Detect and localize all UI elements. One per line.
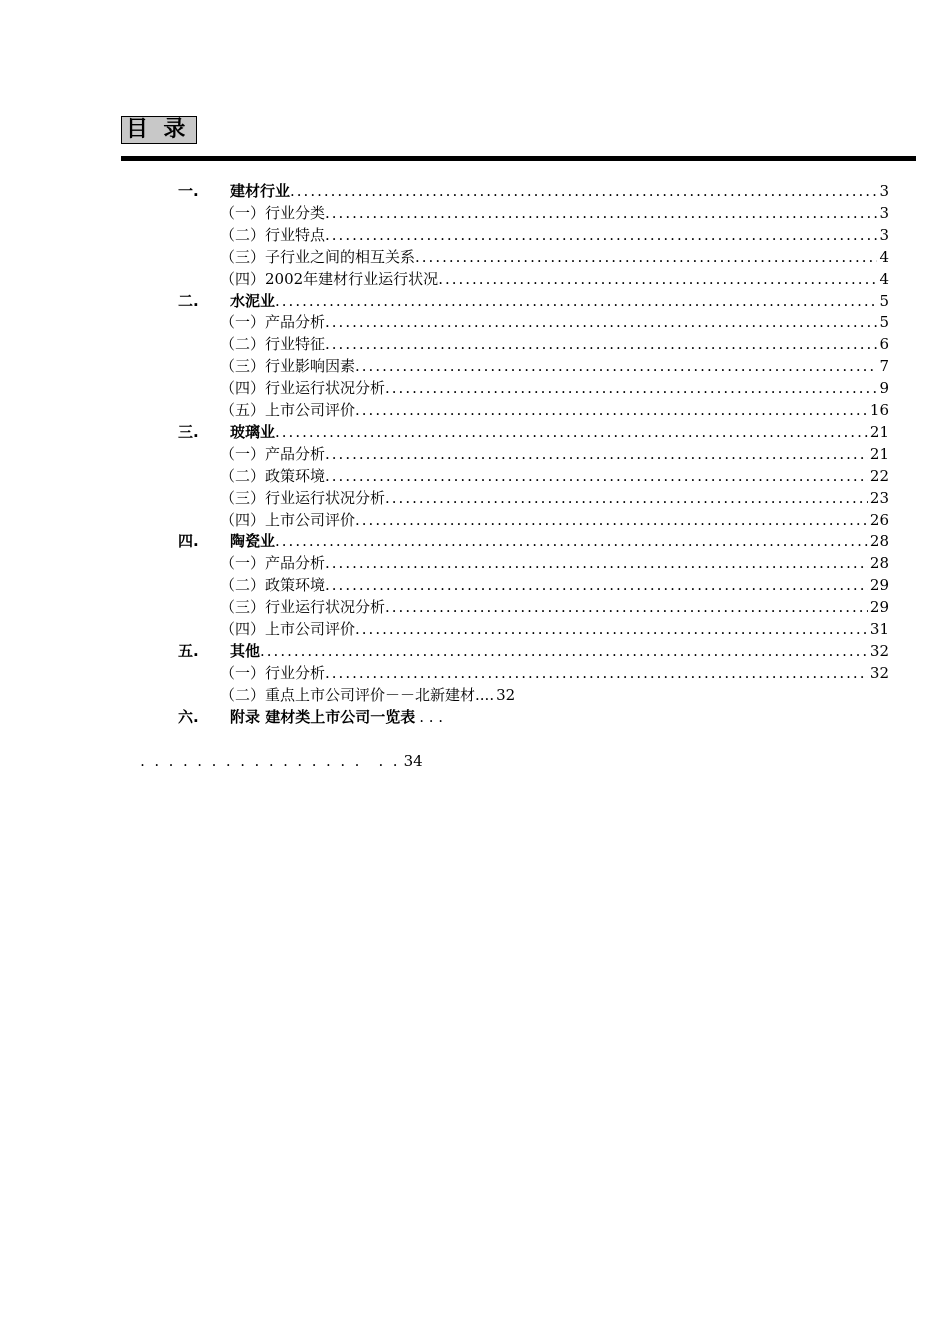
toc-leader-dots xyxy=(325,202,877,224)
toc-leader-dots xyxy=(385,596,868,618)
toc-section-entry[interactable] xyxy=(220,596,889,618)
toc-entry-page: 4 xyxy=(879,247,889,266)
toc-entry-number: 三. xyxy=(178,422,199,441)
toc-section-entry[interactable] xyxy=(220,355,889,377)
toc-section-entry[interactable] xyxy=(220,333,889,355)
toc-leader-dots xyxy=(325,311,877,333)
toc-entry-page: 3 xyxy=(879,182,889,200)
toc-entry-label: （三）行业运行状况分析 xyxy=(220,488,386,507)
toc-entry-number: 四. xyxy=(178,532,199,551)
toc-entry-label: （三）行业影响因素 xyxy=(220,357,356,376)
toc-entry-label: 附录 建材类上市公司一览表 xyxy=(230,707,416,726)
toc-chapter-entry[interactable] xyxy=(178,640,889,662)
toc-leader-dots xyxy=(275,530,868,552)
toc-entry-dots: .... xyxy=(475,685,495,704)
toc-entry-label: （二）行业特点 xyxy=(220,225,326,244)
toc-entry-appendix[interactable] xyxy=(178,706,443,728)
toc-entry-label: 水泥业 xyxy=(230,291,276,310)
toc-entry-page: 32 xyxy=(496,685,516,704)
toc-entry-label: （一）产品分析 xyxy=(220,554,326,573)
toc-section-entry[interactable] xyxy=(220,618,889,640)
toc-leader-dots xyxy=(325,333,877,355)
toc-section-entry[interactable] xyxy=(220,311,889,333)
toc-section-entry[interactable] xyxy=(220,202,889,224)
toc-entry-page: 32 xyxy=(869,641,889,660)
toc-entry-label: （三）子行业之间的相互关系 xyxy=(220,247,416,266)
toc-section-entry[interactable] xyxy=(220,224,889,246)
toc-title: 目 录 xyxy=(121,116,197,144)
toc-entry-label: （一）产品分析 xyxy=(220,313,326,332)
toc-leader-dots xyxy=(325,574,868,596)
toc-entry-label: （五）上市公司评价 xyxy=(220,401,356,419)
toc-entry-page: 7 xyxy=(879,357,889,376)
toc-entry-page: 16 xyxy=(869,401,889,419)
toc-leader-dots xyxy=(325,552,868,574)
title-rule xyxy=(121,156,916,161)
toc-entry-appendix-continuation xyxy=(121,728,423,794)
toc-leader-dots xyxy=(325,443,868,465)
toc-entry-label: （二）重点上市公司评价－－北新建材 xyxy=(220,685,476,704)
toc-leader-dots xyxy=(275,421,868,443)
toc-chapter-entry[interactable] xyxy=(178,421,889,443)
toc-entry-page: 22 xyxy=(869,466,889,485)
toc-entry-number: 一. xyxy=(178,182,199,200)
toc-section-entry[interactable] xyxy=(220,574,889,596)
toc-entry-number: 六. xyxy=(178,707,199,726)
toc-section-entry[interactable] xyxy=(220,662,889,684)
toc-entry-page: 9 xyxy=(879,379,889,398)
toc-entry-label: （四）上市公司评价 xyxy=(220,510,356,529)
toc-leader-dots xyxy=(355,618,868,640)
toc-entry-label: （四）上市公司评价 xyxy=(220,620,356,638)
toc-entry-label: （一）行业分类 xyxy=(220,203,326,222)
toc-entry-page: 26 xyxy=(869,510,889,529)
toc-entry-number: 五. xyxy=(178,641,199,660)
toc-section-entry[interactable] xyxy=(220,552,889,574)
toc-section-entry[interactable] xyxy=(220,443,889,465)
toc-chapter-entry[interactable] xyxy=(178,180,889,202)
toc-entry-label: （一）产品分析 xyxy=(220,444,326,463)
toc-entry-label: 陶瓷业 xyxy=(230,532,276,551)
toc-entry-dots: . . . . . . . . . . . . . . . . . . xyxy=(140,751,398,770)
toc-section-entry[interactable] xyxy=(220,377,889,399)
toc-leader-dots xyxy=(385,487,868,509)
toc-entry-label: 建材行业 xyxy=(230,182,291,200)
toc-leader-dots xyxy=(355,509,868,531)
toc-leader-dots xyxy=(438,268,877,290)
toc-entry-number: 二. xyxy=(178,291,199,310)
toc-entry-page: 28 xyxy=(869,554,889,573)
toc-entry-page: 5 xyxy=(879,291,889,310)
toc-entry-page: 31 xyxy=(869,620,889,638)
toc-entry-page: 3 xyxy=(879,203,889,222)
toc-entry-page: 4 xyxy=(879,269,889,288)
toc-section-entry[interactable] xyxy=(220,268,889,290)
toc-leader-dots xyxy=(325,465,868,487)
toc-entry-label: （一）行业分析 xyxy=(220,663,326,682)
toc-entry-page: 5 xyxy=(879,313,889,332)
toc-entry-label: （四）2002年建材行业运行状况 xyxy=(220,269,439,288)
toc-entry-label: 其他 xyxy=(230,641,261,660)
toc-section-entry[interactable] xyxy=(220,487,889,509)
toc-entry-page: 6 xyxy=(879,335,889,354)
toc-entry-page: 28 xyxy=(869,532,889,551)
toc-entry-label: （四）行业运行状况分析 xyxy=(220,379,386,398)
toc-entry-page: 34 xyxy=(403,751,423,770)
toc-leader-dots xyxy=(355,399,868,421)
toc-leader-dots xyxy=(415,246,877,268)
toc-entry-label: （二）政策环境 xyxy=(220,466,326,485)
toc-entry-page: 29 xyxy=(869,598,889,617)
toc-section-entry[interactable] xyxy=(220,399,889,421)
toc-entry-page: 21 xyxy=(869,422,889,441)
toc-section-entry[interactable] xyxy=(220,509,889,531)
toc-entry-label: （三）行业运行状况分析 xyxy=(220,598,386,617)
toc-leader-dots xyxy=(385,377,877,399)
toc-leader-dots xyxy=(275,290,877,312)
toc-section-entry[interactable] xyxy=(220,465,889,487)
toc-leader-dots xyxy=(290,180,877,202)
toc-entry-page: 32 xyxy=(869,663,889,682)
toc-leader-dots xyxy=(260,640,868,662)
toc-entry-page: 3 xyxy=(879,225,889,244)
toc-leader-dots xyxy=(325,662,868,684)
toc-section-entry[interactable] xyxy=(220,246,889,268)
toc-leader-dots xyxy=(325,224,877,246)
toc-entry-special[interactable] xyxy=(220,684,889,706)
toc-chapter-entry[interactable] xyxy=(178,530,889,552)
toc-entry-dots: . . . xyxy=(419,707,444,726)
toc-entry-label: （二）行业特征 xyxy=(220,335,326,354)
toc-entry-page: 21 xyxy=(869,444,889,463)
toc-leader-dots xyxy=(355,355,877,377)
toc-entry-label: （二）政策环境 xyxy=(220,576,326,595)
toc-entry-label: 玻璃业 xyxy=(230,422,276,441)
toc-entry-page: 23 xyxy=(869,488,889,507)
toc-chapter-entry[interactable] xyxy=(178,290,889,312)
toc-entry-page: 29 xyxy=(869,576,889,595)
